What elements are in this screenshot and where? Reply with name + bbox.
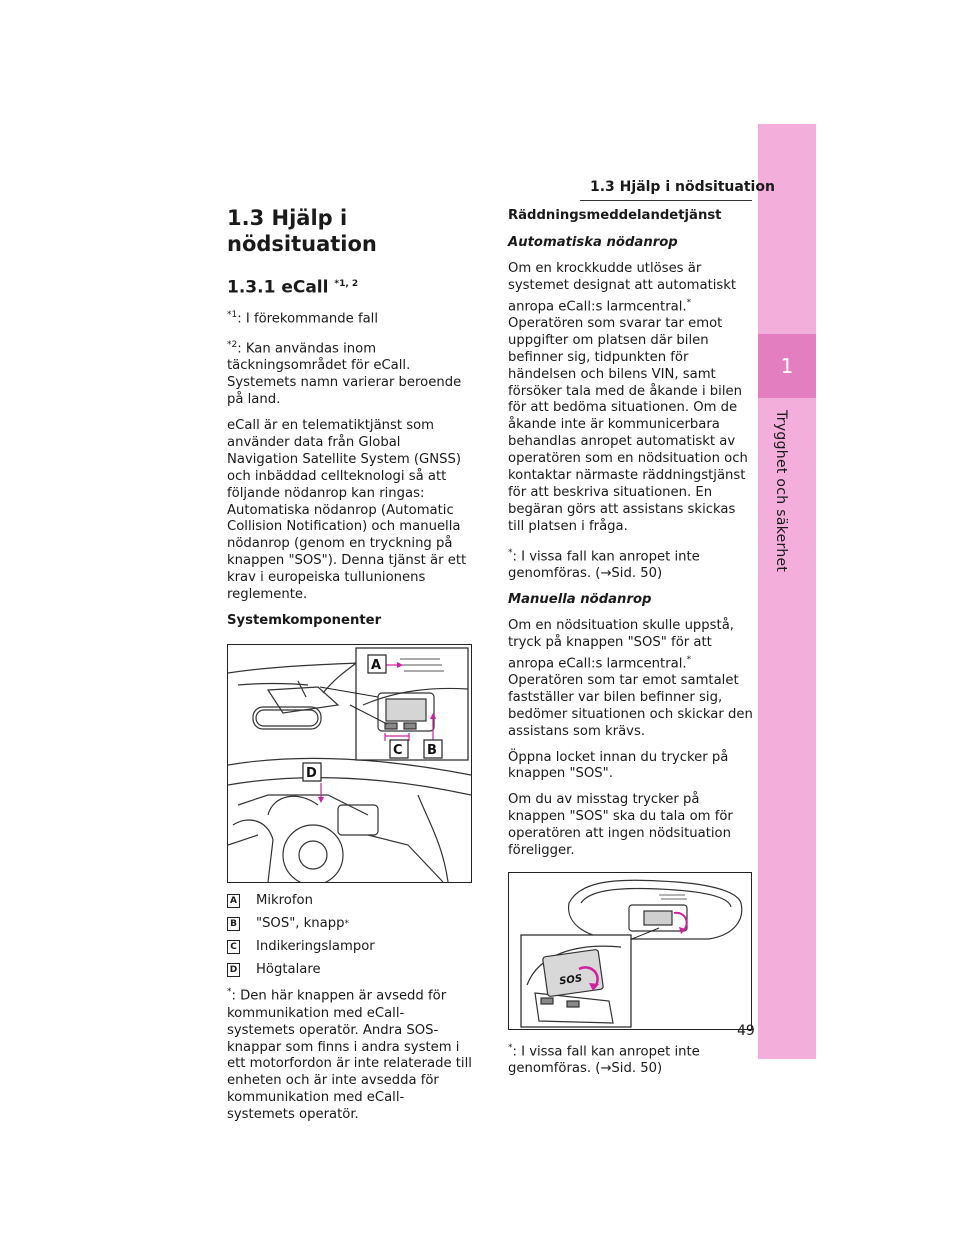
sos-drawing bbox=[509, 873, 751, 1029]
manual-call-note-text: : I vissa fall kan anropet inte genomföras. (→Sid. 50) bbox=[508, 1044, 700, 1077]
sos-button-illustration bbox=[508, 872, 752, 1030]
auto-call-heading: Automatiska nödanrop bbox=[508, 234, 678, 250]
manual-call-note bbox=[508, 1040, 754, 1078]
open-lid-paragraph: Öppna locket innan du trycker på knappen "SOS". bbox=[508, 749, 729, 782]
footnote-2-mark: *2 bbox=[227, 339, 238, 350]
right-column bbox=[508, 208, 754, 1087]
chapter-side-tab bbox=[758, 124, 816, 1059]
chapter-number: 1 bbox=[758, 334, 816, 398]
legend-row-d bbox=[227, 962, 472, 979]
legend-text-d: Högtalare bbox=[256, 961, 321, 977]
components-drawing bbox=[228, 645, 471, 882]
legend-row-c bbox=[227, 939, 472, 956]
footnote-2-text: : Kan användas inom täckningsområdet för eCall. Systemets namn varierar beroende på land. bbox=[227, 341, 462, 408]
legend-letter-c: C bbox=[227, 940, 240, 954]
auto-call-text-1: Om en krockkudde utlöses är systemet designat att automatiskt anropa eCall:s larmcentral. bbox=[508, 260, 737, 315]
button-note-text: : Den här knappen är avsedd för kommunikation med eCall-systemets operatör. Andra SOS-knappar som finns i andra system i ett motorfordon är inte relaterade till enheten och är inte avsedda för kommunikation med eCall-systemets operatör. bbox=[227, 988, 472, 1123]
manual-call-text-1: Om en nödsituation skulle uppstå, tryck på knappen "SOS" för att anropa eCall:s larmcentral. bbox=[508, 617, 734, 672]
manual-call-mark: * bbox=[686, 654, 692, 665]
footnote-1 bbox=[227, 307, 472, 328]
callout-a: A bbox=[371, 657, 382, 673]
footnote-1-text: : I förekommande fall bbox=[237, 311, 379, 327]
callout-b: B bbox=[427, 742, 437, 758]
legend-mark-b: * bbox=[344, 918, 349, 929]
running-header: 1.3 Hjälp i nödsituation bbox=[590, 179, 775, 195]
legend-text-a: Mikrofon bbox=[256, 892, 313, 908]
left-column bbox=[227, 205, 472, 1133]
page-number: 49 bbox=[737, 1023, 755, 1039]
manual-call-paragraph bbox=[508, 618, 754, 741]
manual-call-heading: Manuella nödanrop bbox=[508, 591, 652, 607]
legend-row-a bbox=[227, 893, 472, 910]
components-heading: Systemkomponenter bbox=[227, 612, 382, 628]
button-note bbox=[227, 984, 472, 1124]
button-note-mark: * bbox=[227, 987, 232, 998]
auto-call-mark: * bbox=[686, 297, 692, 308]
subsection-title bbox=[227, 273, 472, 299]
ecall-components-illustration bbox=[227, 644, 472, 883]
auto-call-text-2: Operatören som svarar tar emot uppgifter om platsen där bilen befinner sig, tidpunkten för händelsen och bilens VIN, samt försöker tala med de åkande i bilen för att bedöma situationen. Om de åkande inte är kommunicerbara behandlas anropet automatiskt av operatören som en nödsituation och kontaktar närmaste räddningstjänst för att beskriva situationen. En begäran görs att assistans skickas till platsen i fråga. bbox=[508, 315, 748, 534]
legend-text-b: "SOS", knapp bbox=[256, 915, 345, 931]
intro-paragraph: eCall är en telematiktjänst som använder data från Global Navigation Satellite System (GNSS) och inbäddad cellteknologi så att följande nödanrop kan ringas: Automatiska nödanrop (Automatic Collision Notification) och manuella nödanrop (genom en tryckning på knappen "SOS"). Denna tjänst är ett krav i europeiska tullunionens reglemente. bbox=[227, 417, 467, 603]
footnote-2 bbox=[227, 337, 472, 409]
header-rule bbox=[580, 200, 752, 201]
manual-call-text-2: Operatören som tar emot samtalet fastställer var bilen befinner sig, bedömer situationen och skickar den assistans som krävs. bbox=[508, 672, 753, 739]
auto-call-note-text: : I vissa fall kan anropet inte genomföras. (→Sid. 50) bbox=[508, 549, 700, 581]
callout-c: C bbox=[393, 742, 403, 758]
footnote-1-mark: *1 bbox=[227, 309, 238, 320]
legend-letter-b: B bbox=[227, 917, 240, 931]
legend-text-c: Indikeringslampor bbox=[256, 938, 375, 954]
legend-letter-a: A bbox=[227, 894, 240, 908]
auto-call-paragraph bbox=[508, 261, 754, 536]
subsection-superscript: *1, 2 bbox=[334, 279, 359, 289]
mistake-paragraph: Om du av misstag trycker på knappen "SOS" ska du tala om för operatören att ingen nödsituation föreligger. bbox=[508, 792, 733, 859]
legend-row-b bbox=[227, 916, 472, 933]
callout-d: D bbox=[306, 765, 317, 781]
subsection-title-text: 1.3.1 eCall bbox=[227, 277, 329, 298]
rescue-heading: Räddningsmeddelandetjänst bbox=[508, 208, 722, 223]
auto-call-note bbox=[508, 545, 754, 583]
section-title: 1.3 Hjälp i nödsituation bbox=[227, 206, 377, 256]
manual-call-note-mark: * bbox=[508, 1042, 513, 1053]
legend-letter-d: D bbox=[227, 963, 240, 977]
sos-button-label: SOS bbox=[558, 973, 583, 988]
auto-call-note-mark: * bbox=[508, 547, 513, 558]
chapter-title: Trygghet och säkerhet bbox=[773, 410, 789, 573]
